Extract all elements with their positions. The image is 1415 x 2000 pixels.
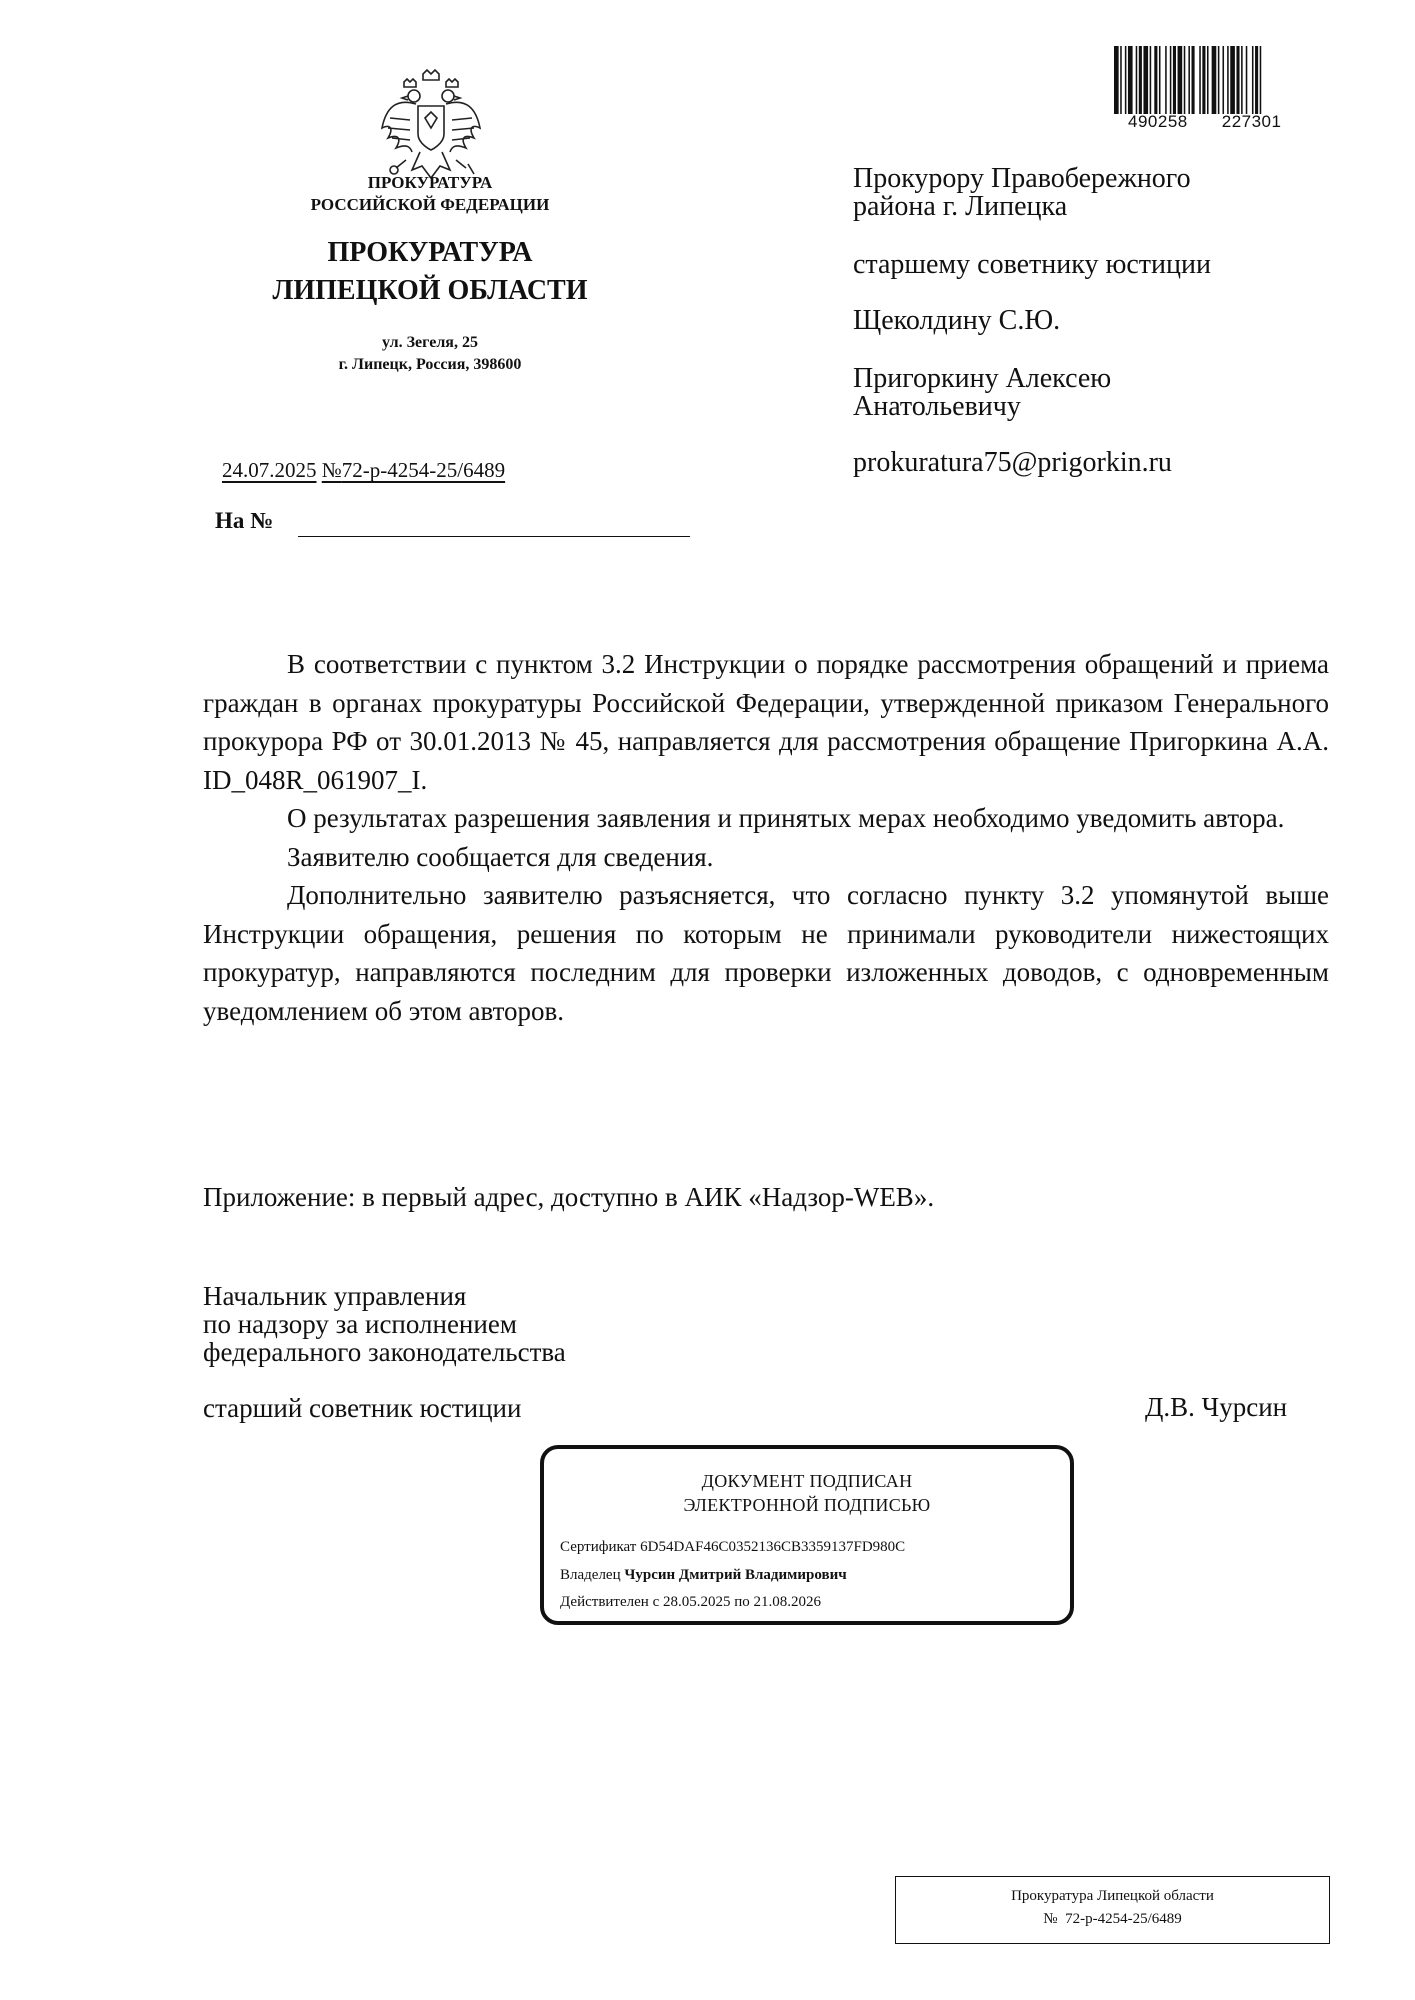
signer-rank: старший советник юстиции [203,1393,522,1423]
barcode-bar [1120,46,1122,114]
org-small-line-1: ПРОКУРАТУРА [367,173,493,192]
stamp-owner-value: Чурсин Дмитрий Владимирович [624,1567,847,1583]
barcode-bar [1178,46,1183,114]
barcode-bar [1139,46,1142,114]
body-paragraph-4: Дополнительно заявителю разъясняется, что согласно пункту 3.2 упомянутой выше Инструкции обращения, решения по которым не принимали руководители нижестоящих прокуратур, направляются последним для проверки изложенных доводов, с одновременным уведомлением об этом авторов. [203,880,1329,1026]
barcode-bar [1260,46,1262,114]
barcode-bar [1252,46,1254,114]
document-date: 24.07.2025 [222,458,317,482]
stamp-title-line-2: ЭЛЕКТРОННОЙ ПОДПИСЬЮ [683,1495,931,1515]
barcode-right-digits: 227301 [1221,112,1282,131]
signer-position-line-1: Начальник управления [203,1281,467,1311]
barcode-bar [1255,46,1258,114]
letter-body [203,645,1329,1030]
barcode-bar [1223,46,1225,114]
signer-position-line-3: федерального законодательства [203,1337,566,1367]
barcode-bar [1199,46,1201,114]
barcode-bar [1207,46,1209,114]
barcode-bar [1192,46,1195,114]
stamp-valid-from: 28.05.2025 [662,1594,731,1610]
stamp-owner-label: Владелец [560,1567,621,1583]
barcode-bar [1154,46,1157,114]
barcode-bar [1202,46,1205,114]
recipient-line-4a: Пригоркину Алексею [853,363,1112,394]
electronic-signature-stamp [540,1445,1074,1625]
signer-name: Д.В. Чурсин [1145,1392,1288,1422]
document-number: 72-р-4254-25/6489 [341,458,506,482]
recipient-line-3: Щеколдину С.Ю. [853,305,1061,336]
barcode-bar [1114,46,1119,114]
recipient-line-1b: района г. Липецка [853,191,1068,222]
barcode-bar [1125,46,1127,114]
stamp-validity-label: Действителен [560,1594,649,1610]
recipient-email: prokuratura75@prigorkin.ru [853,447,1172,478]
barcode-bar [1173,46,1176,114]
stamp-validity-row [560,1594,821,1611]
barcode-icon [1112,46,1324,114]
org-address-line-1: ул. Зегеля, 25 [382,334,478,351]
barcode-bar [1218,46,1220,114]
barcode-bar [1143,46,1148,114]
barcode-bar [1128,46,1133,114]
barcode-bar [1136,46,1138,114]
recipient-line-2: старшему советнику юстиции [853,249,1211,280]
org-title-line-2: ЛИПЕЦКОЙ ОБЛАСТИ [272,275,588,306]
stamp-certificate-label: Сертификат [560,1539,637,1555]
number-prefix: № [321,458,342,482]
barcode-left-digits: 490258 [1128,112,1188,131]
reply-to-blank-line [298,536,690,537]
org-title-line-1: ПРОКУРАТУРА [327,237,533,268]
stamp-valid-to: 21.08.2026 [753,1594,822,1610]
reg-box-number: 72-р-4254-25/6489 [1065,1911,1182,1927]
stamp-certificate-row [560,1539,905,1556]
stamp-owner-row [560,1567,847,1584]
barcode-bar [1184,46,1186,114]
reg-box-number-prefix: № [1043,1911,1058,1927]
stamp-valid-from-label: с [652,1594,660,1610]
barcode-bar [1230,46,1235,114]
body-paragraph-3: Заявителю сообщается для сведения. [287,841,714,872]
barcode-bar [1165,46,1167,114]
stamp-valid-to-label: по [734,1594,750,1610]
reg-box-number-row [896,1908,1329,1931]
barcode-digits [1128,112,1281,132]
barcode-bar [1159,46,1161,114]
stamp-certificate-value: 6D54DAF46C0352136CB3359137FD980C [640,1539,906,1555]
org-address-line-2: г. Липецк, Россия, 398600 [338,356,522,373]
reply-to-label: На № [215,508,274,533]
body-paragraph-2: О результатах разрешения заявления и принятых мерах необходимо уведомить автора. [287,803,1285,833]
incoming-registration-box [895,1876,1330,1944]
outgoing-registration-line [222,458,505,483]
barcode-bar [1246,46,1248,114]
recipient-line-1a: Прокурору Правобережного [853,163,1191,194]
signer-position-line-2: по надзору за исполнением [203,1309,517,1339]
reg-box-org: Прокуратура Липецкой области [1011,1888,1214,1904]
coat-of-arms-icon [376,68,486,184]
stamp-title-line-1: ДОКУМЕНТ ПОДПИСАН [701,1471,913,1491]
barcode-bar [1188,46,1190,114]
appendix-line: Приложение: в первый адрес, доступно в АИК «Надзор-WEB». [203,1182,935,1212]
body-paragraph-1: В соответствии с пунктом 3.2 Инструкции о порядке рассмотрения обращений и приема граждан в органах прокуратуры Российской Федерации, утвержденной приказом Генерального прокурора РФ от 30.01.2013 № 45, направляется для рассмотрения обращение Пригоркина А.А. ID_048R_061907_I. [203,649,1329,795]
barcode-bar [1150,46,1152,114]
barcode-bar [1236,46,1239,114]
barcode-bar [1170,46,1172,114]
recipient-line-4b: Анатольевичу [853,391,1021,422]
barcode-bar [1227,46,1229,114]
barcode-bar [1241,46,1243,114]
barcode-bar [1212,46,1217,114]
org-small-line-2: РОССИЙСКОЙ ФЕДЕРАЦИИ [310,195,550,214]
